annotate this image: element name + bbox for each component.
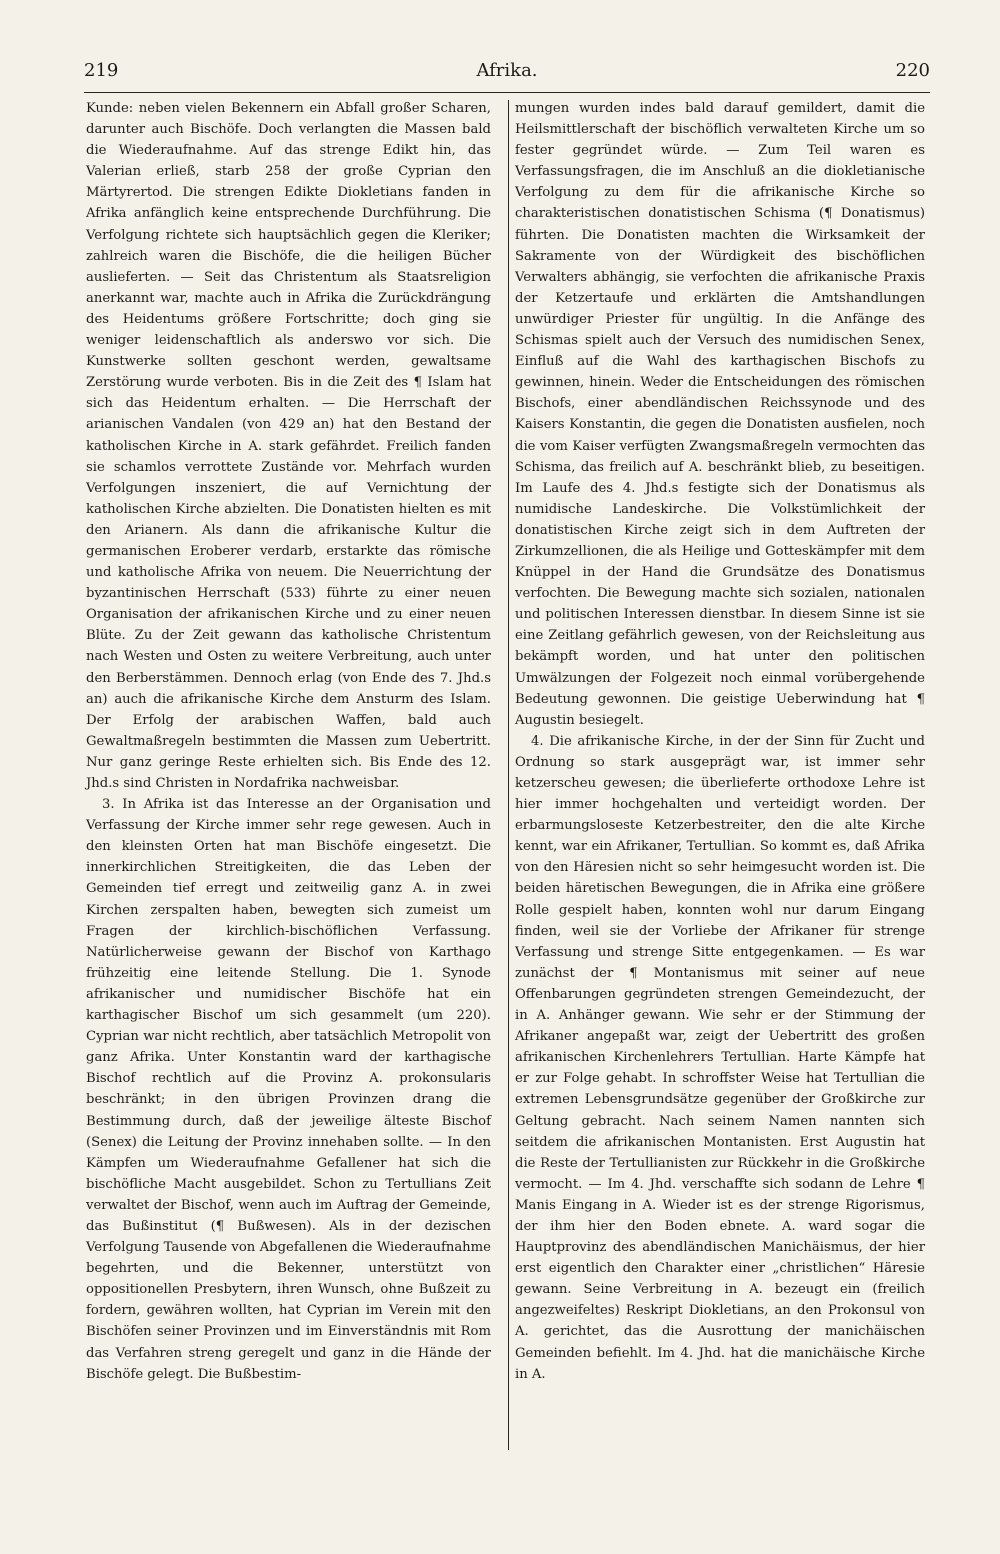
header-rule <box>84 92 930 93</box>
running-title: Afrika. <box>476 60 538 81</box>
right-paragraph-2: 4. Die afrikanische Kirche, in der der Sinn für Zucht und Ordnung so stark ausgeprägt war, ist immer sehr ketzerscheu gewesen; die überlieferte orthodoxe Lehre ist hier immer hochgehalten und verteidigt worden. Der erbarmungsloseste Ketzerbestreiter, den die alte Kirche kennt, war ein Afrikaner, Tertullian. So kommt es, daß Afrika von den Häresien nicht so sehr heimgesucht worden ist. Die beiden häretischen Bewegungen, die in Afrika eine größere Rolle gespielt haben, konnten wohl nur darum Eingang finden, weil sie der Vorliebe der Afrikaner für strenge Verfassung und strenge Sitte entgegenkamen. — Es war zunächst der ¶ Montanismus mit seiner auf neue Offenbarungen gegründeten strengen Gemeindezucht, der in A. Anhänger gewann. Wie sehr er der Stimmung der Afrikaner angepaßt war, zeigt der Uebertritt des großen afrikanischen Kirchenlehrers Tertullian. Harte Kämpfe hat er zur Folge gehabt. In schroffster Weise hat Tertullian die extremen Lebensgrundsätze gegenüber der Großkirche zur Geltung gebracht. Nach seinem Namen nannten sich seitdem die afrikanischen Montanisten. Erst Augustin hat die Reste der Tertullianisten zur Rückkehr in die Großkirche vermocht. — Im 4. Jhd. verschaffte sich sodann de Lehre ¶ Manis Eingang in A. Wieder ist es der strenge Rigorismus, der ihm hier den Boden ebnete. A. ward sogar die Hauptprovinz des abendländischen Manichäismus, der hier erst eigentlich den Charakter einer „christlichen“ Häresie gewann. Seine Verbreitung in A. bezeugt ein (freilich angezweifeltes) Reskript Diokletians, an den Prokonsul von A. gerichtet, das die Ausrottung der manichäischen Gemeinden befiehlt. Im 4. Jhd. hat die manichäische Kirche in A. <box>515 733 925 1382</box>
right-paragraph-1: mungen wurden indes bald darauf gemildert, damit die Heilsmittlerschaft der bischöflich verwalteten Kirche um so fester gegründet würde. — Zum Teil waren es Verfassungsfragen, die im Anschluß an die diokletianische Verfolgung zu dem für die afrikanische Kirche so charakteristischen donatistischen Schisma (¶ Donatismus) führten. Die Donatisten machten die Wirksamkeit der Sakramente von der Würdigkeit des bischöflichen Verwalters abhängig, sie verfochten die afrikanische Praxis der Ketzertaufe und erklärten die Amtshandlungen unwürdiger Priester für ungültig. In die Anfänge des Schismas spielt auch der Versuch des numidischen Senex, Einfluß auf die Wahl des karthagischen Bischofs zu gewinnen, hinein. Weder die Entscheidungen des römischen Bischofs, einer abendländischen Reichssynode und des Kaisers Konstantin, die gegen die Donatisten ausfielen, noch die vom Kaiser verfügten Zwangsmaßregeln vermochten das Schisma, das freilich auf A. beschränkt blieb, zu beseitigen. Im Laufe des 4. Jhd.s festigte sich der Donatismus als numidische Landeskirche. Die Volkstümlichkeit der donatistischen Kirche zeigt sich in dem Auftreten der Zirkumzellionen, die als Heilige und Gotteskämpfer mit dem Knüppel in der Hand die Grundsätze des Donatismus verfochten. Die Bewegung machte sich sozialen, nationalen und politischen Interessen dienstbar. In diesem Sinne ist sie eine Zeitlang gefährlich gewesen, von der Reichsleitung aus bekämpft worden, und hat unter den politischen Umwälzungen der Folgezeit noch einmal vorübergehende Bedeutung gewonnen. Die geistige Ueberwindung hat ¶ Augustin besiegelt. <box>515 101 925 728</box>
page-number-left: 219 <box>84 60 119 81</box>
left-paragraph-1: Kunde: neben vielen Bekennern ein Abfall großer Scharen, darunter auch Bischöfe. Doch verlangten die Massen bald die Wiederaufnahme. Auf das strenge Edikt hin, das Valerian erließ, starb 258 der große Cyprian den Märtyrertod. Die strengen Edikte Diokletians fanden in Afrika anfänglich keine entsprechende Durchführung. Die Verfolgung richtete sich hauptsächlich gegen die Kleriker; zahlreich waren die Bischöfe, die die heiligen Bücher auslieferten. — Seit das Christentum als Staatsreligion anerkannt war, machte auch in Afrika die Zurückdrängung des Heidentums größere Fortschritte; doch ging sie weniger leidenschaftlich als anderswo vor sich. Die Kunstwerke sollten geschont werden, gewaltsame Zerstörung wurde verboten. Bis in die Zeit des ¶ Islam hat sich das Heidentum erhalten. — Die Herrschaft der arianischen Vandalen (von 429 an) hat den Bestand der katholischen Kirche in A. stark gefährdet. Freilich fanden sie schamlos verrottete Zustände vor. Mehrfach wurden Verfolgungen inszeniert, die auf Vernichtung der katholischen Kirche abzielten. Die Donatisten hielten es mit den Arianern. Als dann die afrikanische Kultur die germanischen Eroberer verdarb, erstarkte das römische und katholische Afrika von neuem. Die Neuerrichtung der byzantinischen Herrschaft (533) führte zu einer neuen Organisation der afrikanischen Kirche und zu einer neuen Blüte. Zu der Zeit gewann das katholische Christentum nach Westen und Osten zu weitere Verbreitung, auch unter den Berberstämmen. Dennoch erlag (von Ende des 7. Jhd.s an) auch die afrikanische Kirche dem Ansturm des Islam. Der Erfolg der arabischen Waffen, bald auch Gewaltmaßregeln bestimmten die Massen zum Uebertritt. Nur ganz geringe Reste erhielten sich. Bis Ende des 12. Jhd.s sind Christen in Nordafrika nachweisbar. <box>86 101 491 791</box>
column-divider <box>508 100 509 1450</box>
left-paragraph-2: 3. In Afrika ist das Interesse an der Organisation und Verfassung der Kirche immer sehr rege gewesen. Auch in den kleinsten Orten hat man Bischöfe eingesetzt. Die innerkirchlichen Streitigkeiten, die das Leben der Gemeinden tief erregt und zeitweilig ganz A. in zwei Kirchen zerspalten haben, bewegten sich zumeist um Fragen der kirchlich-bischöflichen Verfassung. Natürlicherweise gewann der Bischof von Karthago frühzeitig eine leitende Stellung. Die 1. Synode afrikanischer und numidischer Bischöfe hat ein karthagischer Bischof um sich gesammelt (um 220). Cyprian war nicht rechtlich, aber tatsächlich Metropolit von ganz Afrika. Unter Konstantin ward der karthagische Bischof rechtlich auf die Provinz A. prokonsularis beschränkt; in den übrigen Provinzen drang die Bestimmung durch, daß der jeweilige älteste Bischof (Senex) die Leitung der Provinz innehaben sollte. — In den Kämpfen um Wiederaufnahme Gefallener hat sich die bischöfliche Macht ausgebildet. Schon zu Tertullians Zeit verwaltet der Bischof, wenn auch im Auftrag der Gemeinde, das Bußinstitut (¶ Bußwesen). Als in der dezischen Verfolgung Tausende von Abgefallenen die Wiederaufnahme begehrten, und die Bekenner, unterstützt von oppositionellen Presbytern, ihren Wunsch, ohne Bußzeit zu fordern, gewähren wollten, hat Cyprian im Verein mit den Bischöfen seiner Provinzen und im Einverständnis mit Rom das Verfahren streng geregelt und ganz in die Hände der Bischöfe gelegt. Die Bußbestim- <box>86 797 491 1382</box>
page-number-right: 220 <box>895 60 930 81</box>
page-header <box>84 60 930 90</box>
left-column <box>86 98 491 1385</box>
right-column <box>515 98 925 1385</box>
